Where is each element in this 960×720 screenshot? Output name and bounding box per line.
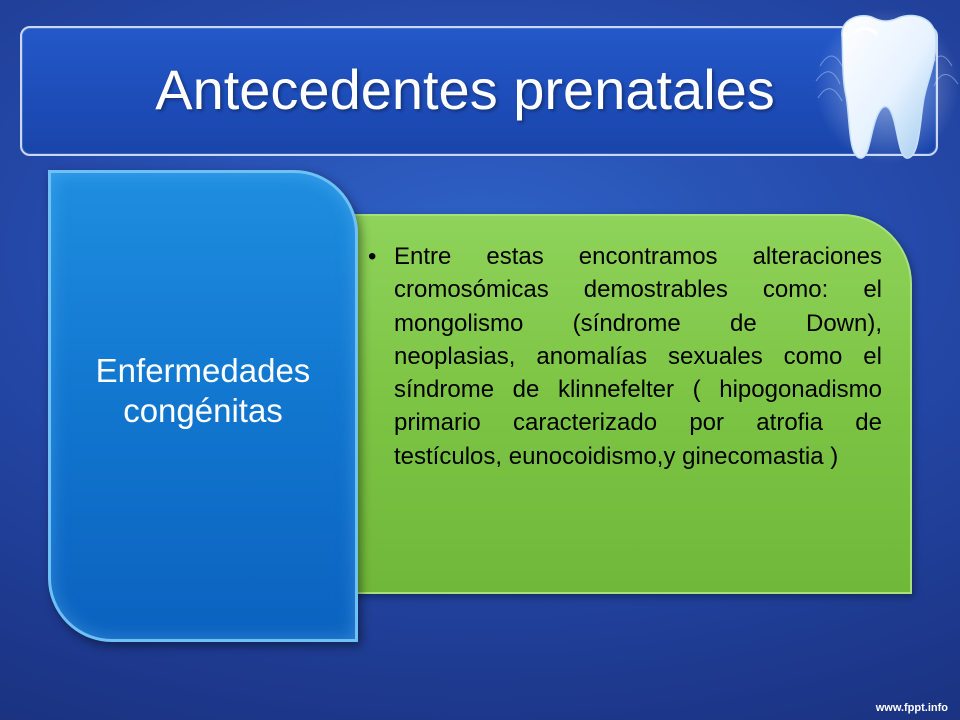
category-box	[48, 170, 358, 642]
bullet-marker: •	[368, 243, 377, 270]
slide-title: Antecedentes prenatales	[155, 58, 775, 121]
category-label: Enfermedades congénitas	[95, 352, 311, 429]
footer-url: www.fppt.info	[875, 702, 948, 714]
tooth-icon	[812, 6, 960, 166]
bullet-list	[368, 240, 882, 473]
bullet-item	[368, 240, 882, 473]
bullet-text: Entre estas encontramos alteraciones cromosómicas demostrables como: el mongolismo (síndrome de Down), neoplasias, anomalías sexuales como el síndrome de klinnefelter ( hipogonadismo primario caracterizado por atrofia de testículos, eunocoidismo,y ginecomastia )	[394, 243, 882, 470]
